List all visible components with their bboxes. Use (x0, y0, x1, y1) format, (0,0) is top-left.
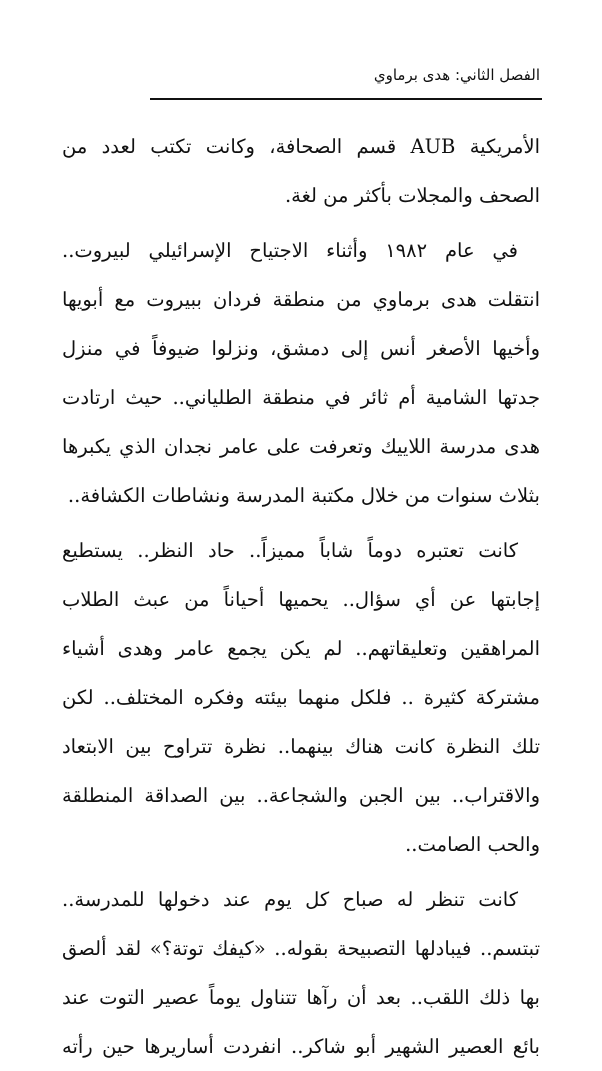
text-line: انتقلت هدى برماوي من منطقة فردان ببيروت مع أبويها (62, 288, 540, 311)
text-line: وأخيها الأصغر أنس إلى دمشق، ونزلوا ضيوفاً في منزل (62, 337, 540, 360)
text-line: إجابتها عن أي سؤال.. يحميها أحياناً من عبث الطلاب (62, 588, 540, 611)
paragraph (62, 226, 540, 520)
text-line: الصحف والمجلات بأكثر من لغة. (284, 184, 540, 207)
paragraph (62, 526, 540, 869)
text-line: جدتها الشامية أم ثائر في منطقة الطلياني.. حيث ارتادت (62, 386, 540, 409)
paragraph (62, 122, 540, 220)
text-line: بثلاث سنوات من خلال مكتبة المدرسة ونشاطات الكشافة.. (67, 484, 540, 507)
text-line: كانت تعتبره دوماً شاباً مميزاً.. حاد النظر.. يستطيع (62, 539, 518, 562)
text-line: المراهقين وتعليقاتهم.. لم يكن يجمع عامر وهدى أشياء (62, 637, 540, 660)
text-line: والاقتراب.. بين الجبن والشجاعة.. بين الصداقة المنطلقة (62, 784, 540, 807)
header-divider (150, 98, 542, 100)
text-line: كانت تنظر له صباح كل يوم عند دخولها للمدرسة.. (62, 888, 518, 911)
text-line: الأمريكية AUB قسم الصحافة، وكانت تكتب لعدد من (62, 135, 540, 158)
chapter-header: الفصل الثاني: هدى برماوي (373, 66, 540, 84)
text-line: تلك النظرة كانت هناك بينهما.. نظرة تتراوح بين الابتعاد (62, 735, 540, 758)
body-text (62, 122, 540, 1071)
text-line: والحب الصامت.. (405, 833, 540, 856)
text-line: بائع العصير الشهير أبو شاكر.. انفردت أساريرها حين رأته (62, 1035, 540, 1058)
text-line: بها ذلك اللقب.. بعد أن رآها تتناول يوماً عصير التوت عند (62, 986, 540, 1009)
text-line: هدى مدرسة اللاييك وتعرفت على عامر نجدان الذي يكبرها (62, 435, 540, 458)
text-line: تبتسم.. فيبادلها التصبيحة بقوله.. «كيفك توتة؟» لقد ألصق (62, 937, 540, 960)
paragraph (62, 875, 540, 1071)
text-line: في عام ١٩٨٢ وأثناء الاجتياح الإسرائيلي لبيروت.. (62, 239, 519, 262)
text-line: مشتركة كثيرة .. فلكل منهما بيئته وفكره المختلف.. لكن (62, 686, 540, 709)
